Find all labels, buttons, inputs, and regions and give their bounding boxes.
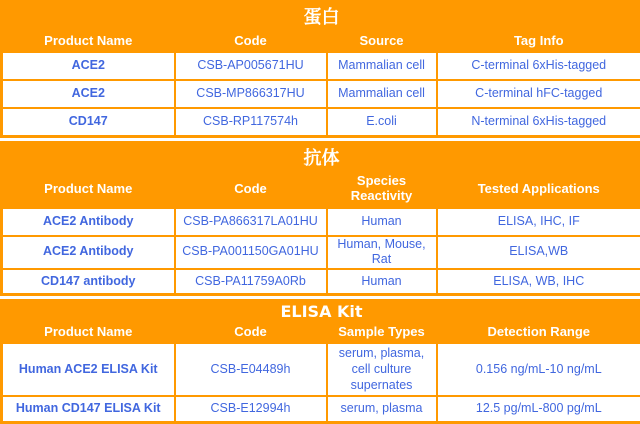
tested-applications-cell: ELISA, WB, IHC [437, 269, 640, 295]
species-reactivity-cell: Human, Mouse, Rat [327, 236, 437, 269]
source-cell: E.coli [327, 108, 437, 136]
table-row [2, 269, 640, 295]
species-reactivity-cell: Human [327, 269, 437, 295]
elisa-kit-table [0, 299, 640, 424]
detection-range-cell: 12.5 pg/mL-800 pg/mL [437, 396, 640, 422]
table-row [2, 396, 640, 422]
column-header-source: Source [327, 30, 437, 52]
table-row [2, 52, 640, 80]
code-cell: CSB-MP866317HU [175, 80, 327, 108]
code-cell: CSB-AP005671HU [175, 52, 327, 80]
code-cell: CSB-E04489h [175, 343, 327, 396]
column-header-product-name: Product Name [2, 171, 175, 208]
column-header-code: Code [175, 171, 327, 208]
product-name-cell[interactable]: CD147 antibody [2, 269, 175, 295]
elisa-kit-table-header-row [2, 322, 640, 343]
table-row [2, 80, 640, 108]
code-cell: CSB-PA866317LA01HU [175, 208, 327, 236]
tested-applications-cell: ELISA, IHC, IF [437, 208, 640, 236]
antibody-table-header-row [2, 171, 640, 208]
antibody-table-title-row [2, 142, 640, 171]
product-name-cell[interactable]: ACE2 [2, 80, 175, 108]
column-header-product-name: Product Name [2, 30, 175, 52]
table-row [2, 208, 640, 236]
protein-table [0, 0, 640, 138]
protein-table-title: 蛋白 [2, 2, 640, 31]
column-header-detection-range: Detection Range [437, 322, 640, 343]
column-header-species-reactivity: Species Reactivity [327, 171, 437, 208]
code-cell: CSB-PA11759A0Rb [175, 269, 327, 295]
product-name-cell[interactable]: ACE2 Antibody [2, 236, 175, 269]
source-cell: Mammalian cell [327, 80, 437, 108]
antibody-table [0, 141, 640, 297]
column-header-product-name: Product Name [2, 322, 175, 343]
tested-applications-cell: ELISA,WB [437, 236, 640, 269]
elisa-kit-table-title: ELISA Kit [2, 301, 640, 323]
table-row [2, 108, 640, 136]
source-cell: Mammalian cell [327, 52, 437, 80]
protein-table-header-row [2, 30, 640, 52]
code-cell: CSB-RP117574h [175, 108, 327, 136]
column-header-sample-types: Sample Types [327, 322, 437, 343]
code-cell: CSB-PA001150GA01HU [175, 236, 327, 269]
antibody-table-title: 抗体 [2, 142, 640, 171]
elisa-kit-table-title-row [2, 301, 640, 323]
tag-info-cell: N-terminal 6xHis-tagged [437, 108, 640, 136]
table-row [2, 236, 640, 269]
product-name-cell[interactable]: Human ACE2 ELISA Kit [2, 343, 175, 396]
column-header-code: Code [175, 30, 327, 52]
column-header-code: Code [175, 322, 327, 343]
sample-types-cell: serum, plasma [327, 396, 437, 422]
tag-info-cell: C-terminal hFC-tagged [437, 80, 640, 108]
table-row [2, 343, 640, 396]
sample-types-cell: serum, plasma, cell culture supernates [327, 343, 437, 396]
detection-range-cell: 0.156 ng/mL-10 ng/mL [437, 343, 640, 396]
product-name-cell[interactable]: ACE2 [2, 52, 175, 80]
column-header-tested-applications: Tested Applications [437, 171, 640, 208]
tag-info-cell: C-terminal 6xHis-tagged [437, 52, 640, 80]
species-reactivity-cell: Human [327, 208, 437, 236]
product-name-cell[interactable]: Human CD147 ELISA Kit [2, 396, 175, 422]
product-name-cell[interactable]: CD147 [2, 108, 175, 136]
column-header-tag-info: Tag Info [437, 30, 640, 52]
product-name-cell[interactable]: ACE2 Antibody [2, 208, 175, 236]
protein-table-title-row [2, 2, 640, 31]
code-cell: CSB-E12994h [175, 396, 327, 422]
